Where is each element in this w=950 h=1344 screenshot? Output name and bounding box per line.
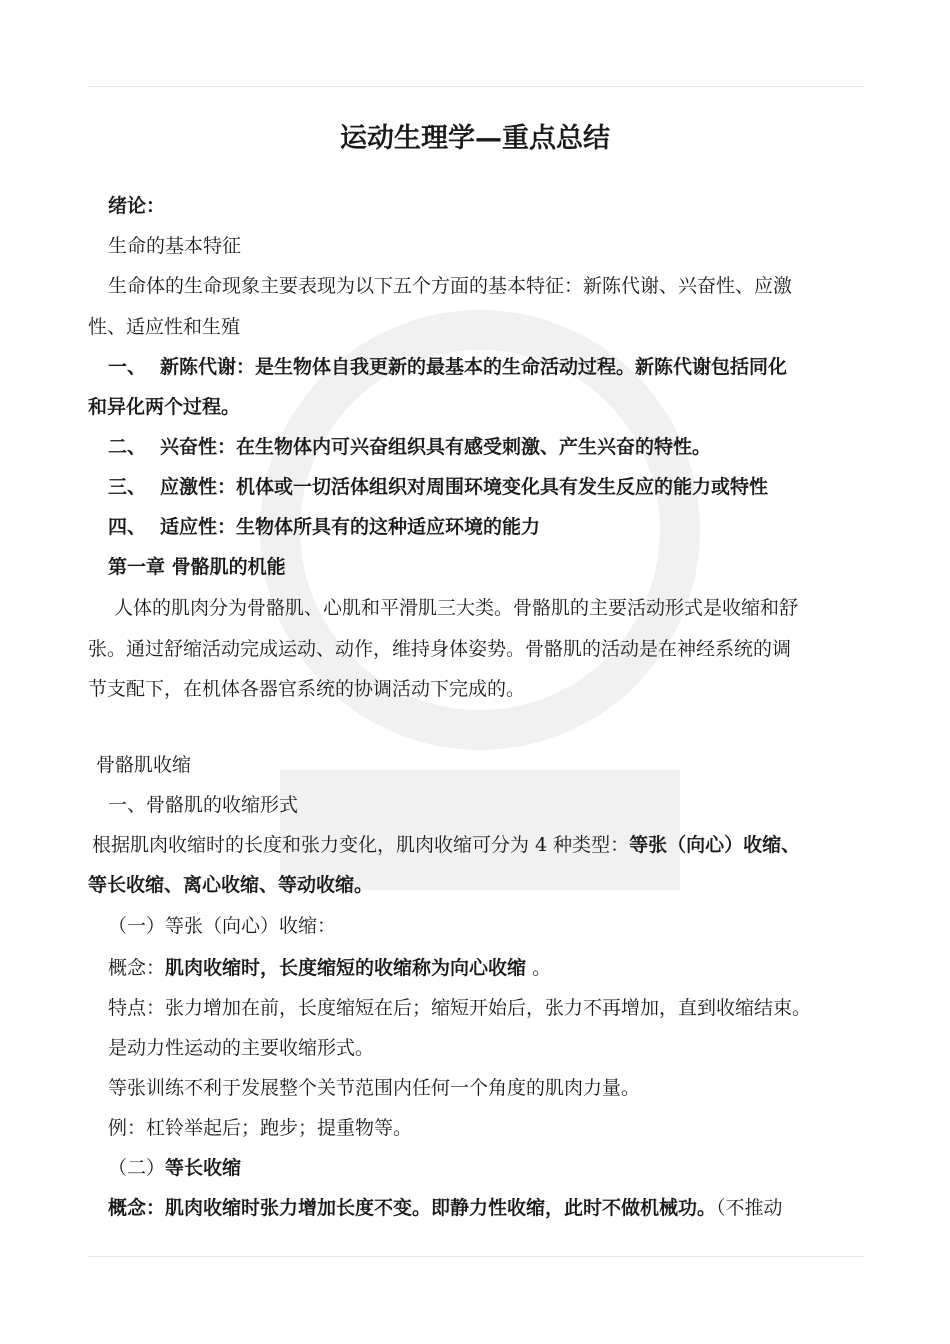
isotonic-heading: （一）等张（向心）收缩： [108, 915, 337, 937]
subsection-heading: 一、骨骼肌的收缩形式 [108, 794, 299, 816]
types-list: 等张（向心）收缩、 [629, 834, 801, 856]
section-heading: 骨骼肌收缩 [96, 754, 192, 776]
intro-paragraph-line: 性、适应性和生殖 [88, 316, 241, 338]
isotonic-feature: 特点：张力增加在前，长度缩短在后；缩短开始后，张力不再增加，直到收缩结束。 [108, 997, 812, 1019]
types-text: 根据肌肉收缩时的长度和张力变化，肌肉收缩可分为 4 种类型： [92, 834, 630, 856]
types-list-cont: 等长收缩、离心收缩、等动收缩。 [88, 874, 374, 896]
feature-item-1-cont: 和异化两个过程。 [88, 396, 241, 418]
chapter-paragraph-line: 张。通过舒缩活动完成运动、动作，维持身体姿势。骨骼肌的活动是在神经系统的调 [88, 638, 792, 660]
item-number: 三、 [108, 476, 147, 498]
concept-label: 概念： [108, 957, 166, 979]
isometric-title: 等长收缩 [165, 1157, 242, 1179]
item-text: 适应性：生物体所具有的这种适应环境的能力 [160, 516, 541, 538]
isotonic-feature-cont: 是动力性运动的主要收缩形式。 [108, 1037, 375, 1059]
concept-end: 。 [526, 957, 552, 979]
concept-text: 概念：肌肉收缩时张力增加长度不变。即静力性收缩，此时不做机械功。 [108, 1197, 717, 1219]
chapter-heading: 第一章 骨骼肌的机能 [108, 556, 286, 578]
intro-subheading: 生命的基本特征 [108, 235, 242, 257]
isometric-number: （二） [108, 1157, 166, 1179]
chapter-paragraph-line: 人体的肌肉分为骨骼肌、心肌和平滑肌三大类。骨骼肌的主要活动形式是收缩和舒 [114, 597, 799, 619]
footer-rule [88, 1256, 864, 1257]
isotonic-training: 等张训练不利于发展整个关节范围内任何一个角度的肌肉力量。 [108, 1077, 641, 1099]
isotonic-concept [108, 955, 551, 981]
item-number: 一、 [108, 356, 147, 378]
item-number: 二、 [108, 436, 147, 458]
isometric-heading [108, 1155, 241, 1181]
isometric-concept [108, 1195, 783, 1221]
feature-item-2 [108, 434, 711, 460]
item-text: 应激性：机体或一切活体组织对周围环境变化具有发生反应的能力或特性 [160, 476, 769, 498]
types-line [92, 832, 800, 858]
header-rule [88, 86, 864, 87]
concept-tail: （不推动 [716, 1197, 783, 1219]
feature-item-1 [108, 354, 787, 380]
concept-text: 肌肉收缩时，长度缩短的收缩称为向心收缩 [165, 957, 527, 979]
isotonic-example: 例：杠铃举起后；跑步；提重物等。 [108, 1117, 413, 1139]
item-text: 新陈代谢：是生物体自我更新的最基本的生命活动过程。新陈代谢包括同化 [160, 356, 788, 378]
item-text: 兴奋性：在生物体内可兴奋组织具有感受刺激、产生兴奋的特性。 [160, 436, 712, 458]
feature-item-4 [108, 514, 540, 540]
intro-heading: 绪论： [108, 195, 166, 217]
item-number: 四、 [108, 516, 147, 538]
feature-item-3 [108, 474, 768, 500]
page-title: 运动生理学—重点总结 [340, 123, 610, 154]
intro-paragraph-line: 生命体的生命现象主要表现为以下五个方面的基本特征：新陈代谢、兴奋性、应激 [108, 275, 793, 297]
chapter-paragraph-line: 节支配下，在机体各器官系统的协调活动下完成的。 [88, 678, 526, 700]
